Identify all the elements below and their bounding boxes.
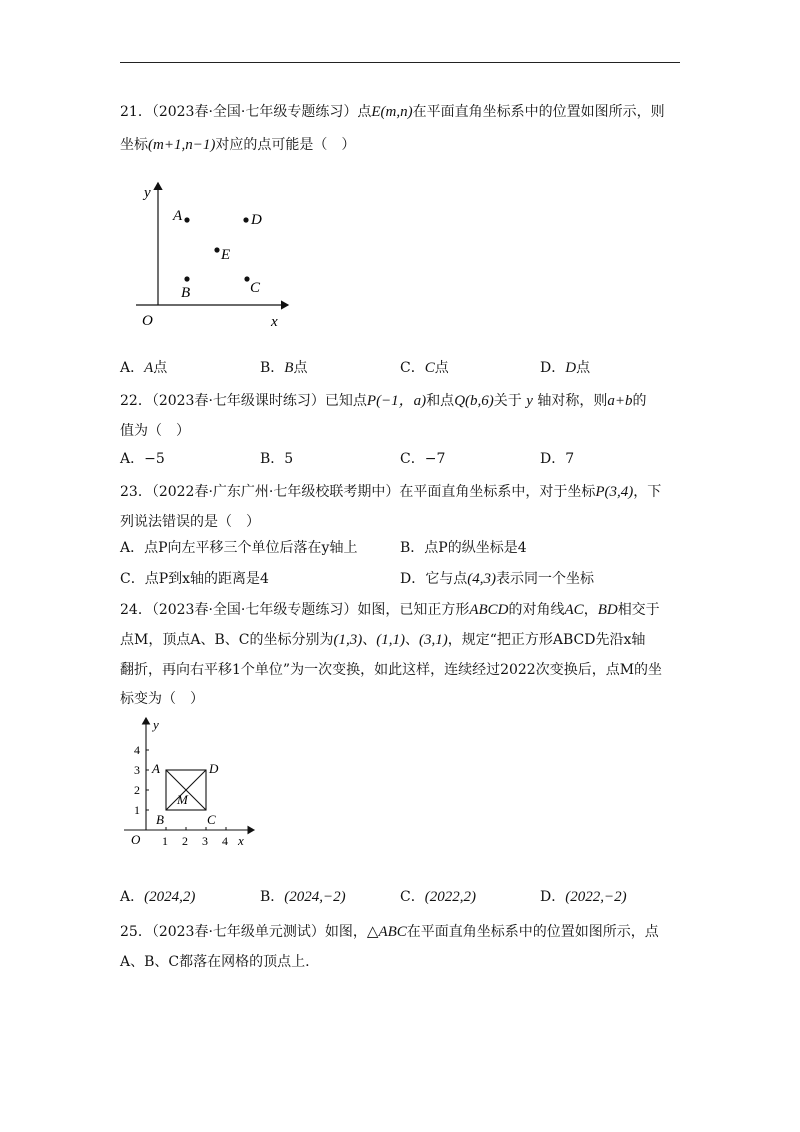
q21-origin-label: O (142, 313, 153, 329)
q23-option-d[interactable]: D．它与点(4,3)表示同一个坐标 (400, 571, 594, 587)
q25-stem-line2: A、B、C都落在网格的顶点上. (120, 954, 310, 970)
q24-stem-line1: 24．（2023春·全国·七年级专题练习）如图，已知正方形ABCD的对角线AC，BD相交于 (120, 602, 660, 618)
q24-option-a[interactable]: A．(2024,2) (120, 889, 196, 905)
q22-option-b[interactable]: B．5 (260, 451, 294, 467)
q21-point-b-dot (184, 276, 189, 281)
q21-point-a-dot (184, 217, 189, 222)
q24-point-m-label: M (177, 792, 188, 807)
header-rule (120, 62, 680, 63)
q24-option-b[interactable]: B．(2024,−2) (260, 889, 346, 905)
q24-x-tick-label-4: 4 (222, 834, 228, 848)
q23-stem-line2: 列说法错误的是（ ） (120, 514, 260, 530)
q24-point-a-label: A (152, 761, 160, 776)
q21-option-a[interactable]: A．A点 (120, 360, 168, 376)
q23-stem-line1: 23．（2022春·广东广州·七年级校联考期中）在平面直角坐标系中，对于坐标P(3,4)，下 (120, 484, 662, 500)
q21-point-c-label: C (250, 280, 261, 296)
q24-y-label: y (153, 717, 159, 732)
q21-stem-line1: 21．（2023春·全国·七年级专题练习）点E(m,n)在平面直角坐标系中的位置如图所示，则 (120, 104, 665, 120)
q21-point-d-dot (243, 217, 248, 222)
q21-point-a-label: A (173, 208, 183, 224)
q24-figure (120, 712, 260, 852)
q24-origin-label: O (131, 832, 141, 847)
q24-stem-line3: 翻折，再向右平移1个单位”为一次变换，如此这样，连续经过2022次变换后，点M的坐 (120, 662, 663, 678)
q24-stem-line2: 点M，顶点A、B、C的坐标分别为(1,3)、(1,1)、(3,1)，规定“把正方形ABCD先沿x轴 (120, 632, 646, 648)
q21-point-e: E(m,n) (371, 104, 413, 120)
q24-option-d[interactable]: D．(2022,−2) (540, 889, 627, 905)
q24-point-c-label: C (207, 812, 216, 827)
q25-stem-line1: 25．（2023春·七年级单元测试）如图，△ABC在平面直角坐标系中的位置如图所示，点 (120, 924, 659, 940)
q21-point-b-label: B (181, 285, 191, 301)
q24-y-tick-label-1: 1 (134, 803, 140, 817)
q24-x-tick-label-2: 2 (182, 834, 188, 848)
q23-option-a[interactable]: A．点P向左平移三个单位后落在y轴上 (120, 540, 358, 556)
q24-point-d-label: D (209, 761, 219, 776)
q21-y-label: y (144, 185, 151, 201)
q21-stem-line2: 坐标(m+1,n−1)对应的点可能是（ ） (120, 137, 356, 153)
q21-point-c-dot (244, 276, 249, 281)
q21-point-e-label: E (221, 247, 231, 263)
q24-y-tick-label-3: 3 (134, 763, 140, 777)
q24-x-tick-label-3: 3 (202, 834, 208, 848)
q21-x-label: x (271, 314, 278, 330)
q23-option-b[interactable]: B．点P的纵坐标是4 (400, 540, 527, 556)
q24-option-c[interactable]: C．(2022,2) (400, 889, 476, 905)
q22-option-d[interactable]: D．7 (540, 451, 575, 467)
q21-option-d[interactable]: D．D点 (540, 360, 591, 376)
q21-option-c[interactable]: C．C点 (400, 360, 449, 376)
q24-y-tick-label-4: 4 (134, 743, 140, 757)
q23-option-c[interactable]: C．点P到x轴的距离是4 (120, 571, 269, 587)
q22-option-a[interactable]: A．−5 (120, 451, 165, 467)
q22-stem-line2: 值为（ ） (120, 423, 190, 439)
q24-point-b-label: B (156, 812, 164, 827)
q21-coord-expr: (m+1,n−1) (148, 137, 216, 153)
q24-y-tick-label-2: 2 (134, 783, 140, 797)
q24-x-label: x (238, 833, 244, 848)
q24-stem-line4: 标变为（ ） (120, 691, 204, 707)
q21-point-e-dot (214, 247, 219, 252)
q24-x-tick-label-1: 1 (162, 834, 168, 848)
q21-figure (130, 175, 295, 335)
q21-option-b[interactable]: B．B点 (260, 360, 308, 376)
q22-stem-line1: 22．（2023春·七年级课时练习）已知点P(−1，a)和点Q(b,6)关于 y 轴对称，则a+b的 (120, 393, 647, 409)
q22-option-c[interactable]: C．−7 (400, 451, 446, 467)
q21-point-d-label: D (251, 212, 262, 228)
